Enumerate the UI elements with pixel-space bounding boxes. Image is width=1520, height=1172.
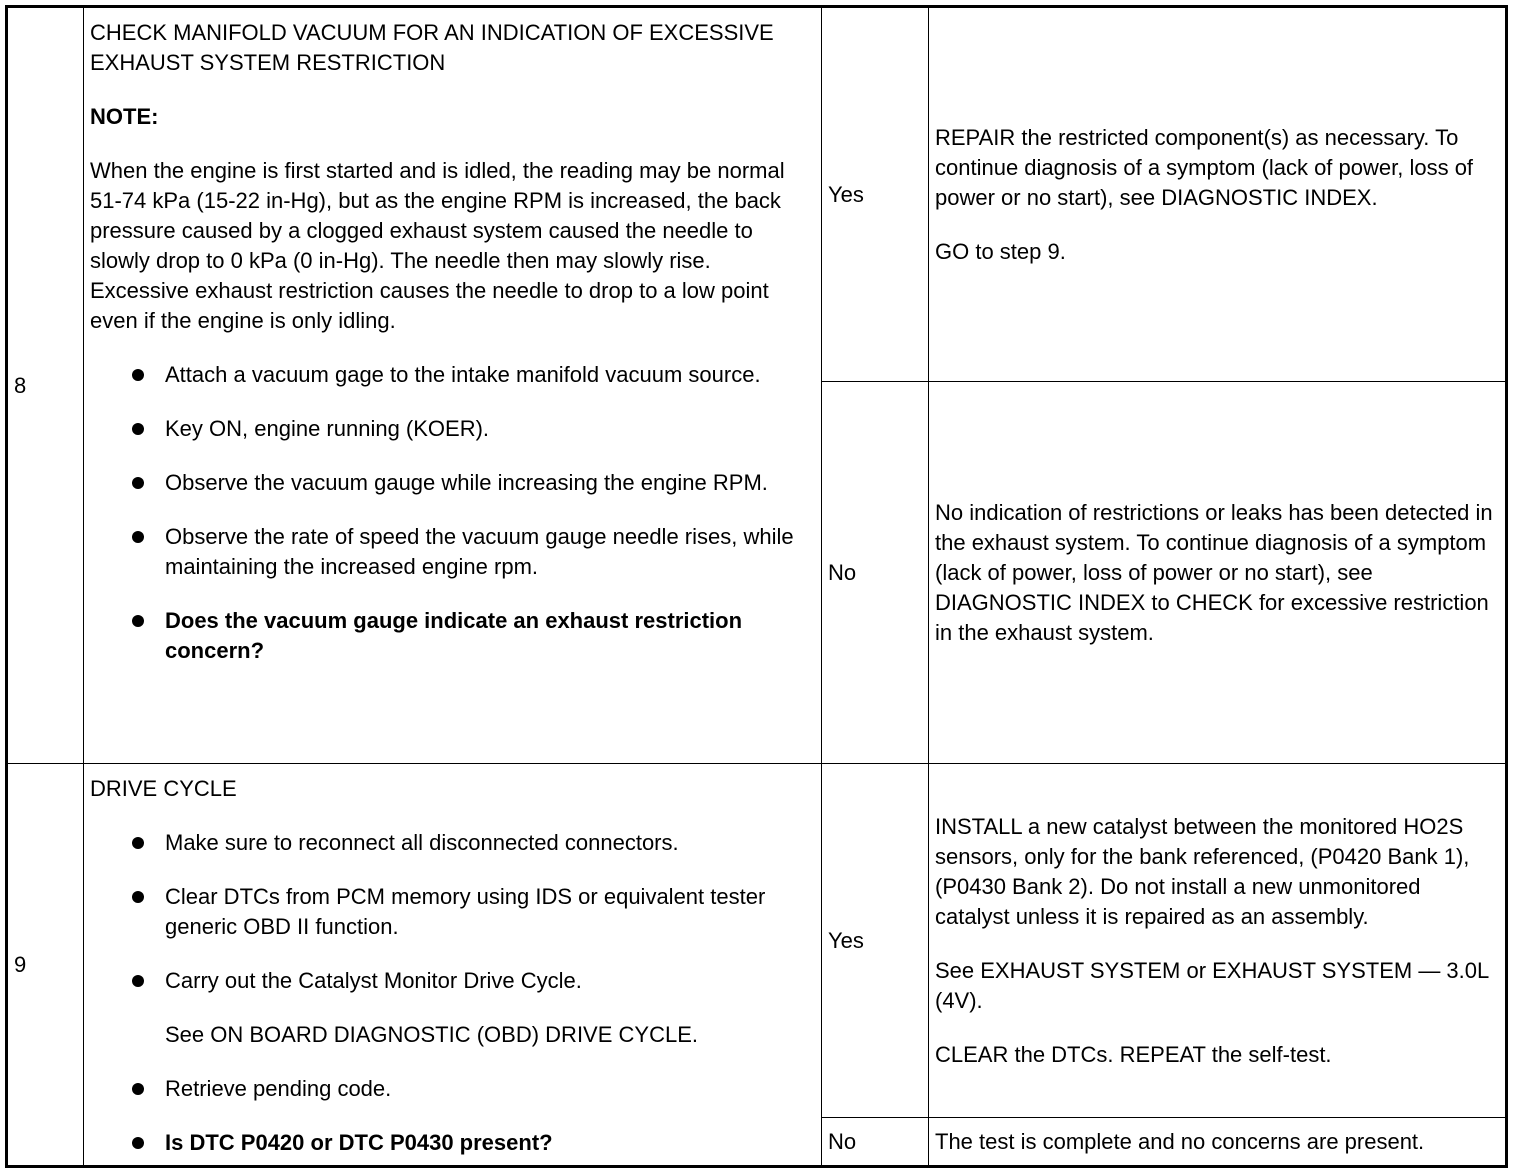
bullet-icon (132, 1083, 144, 1095)
step-title: CHECK MANIFOLD VACUUM FOR AN INDICATION OF EXCESSIVE EXHAUST SYSTEM RESTRICTION (90, 20, 774, 75)
bullet-icon (132, 531, 144, 543)
result-no-label: No (822, 1118, 929, 1167)
list-item: Attach a vacuum gage to the intake manifold vacuum source. (90, 360, 813, 390)
list-item: Key ON, engine running (KOER). (90, 414, 813, 444)
action-list (90, 360, 813, 666)
list-item: Clear DTCs from PCM memory using IDS or equivalent tester generic OBD II function. (90, 882, 813, 942)
bullet-icon (132, 423, 144, 435)
step-number: 9 (7, 764, 84, 1167)
step-action (84, 764, 822, 1167)
result-no-text: No indication of restrictions or leaks has been detected in the exhaust system. To continue diagnosis of a symptom (lack of power, loss of power or no start), see DIAGNOSTIC INDEX to CHECK for excessive restriction in the exhaust system. (929, 382, 1507, 764)
bullet-icon (132, 891, 144, 903)
list-item: Observe the rate of speed the vacuum gauge needle rises, while maintaining the increased engine rpm. (90, 522, 813, 582)
list-item: Retrieve pending code. (90, 1074, 813, 1104)
diagnostic-table (5, 5, 1508, 1168)
result-yes-label: Yes (822, 7, 929, 382)
step-9-yes-row (7, 764, 1507, 1118)
goto-step: GO to step 9. (935, 238, 1066, 264)
bullet-icon (132, 369, 144, 381)
bullet-icon (132, 1137, 144, 1149)
result-no-text: The test is complete and no concerns are present. (929, 1118, 1507, 1167)
result-yes-text: INSTALL a new catalyst between the monitored HO2S sensors, only for the bank referenced, (P0420 Bank 1), (P0430 Bank 2). Do not install a new unmonitored catalyst unless it is repaired as an assembly. See EXHAUST SYSTEM or EXHAUST SYSTEM — 3.0L (4V). CLEAR the DTCs. REPEAT the self-test. (929, 764, 1507, 1118)
note-text: When the engine is first started and is idled, the reading may be normal 51-74 kPa (15-22 in-Hg), but as the engine RPM is increased, the back pressure caused by a clogged exhaust system caused the needle to slowly drop to 0 kPa (0 in-Hg). The needle then may slowly rise. Excessive exhaust restriction causes the needle to drop to a low point even if the engine is only idling. (90, 158, 785, 333)
bullet-icon (132, 837, 144, 849)
list-item: Make sure to reconnect all disconnected connectors. (90, 828, 813, 858)
step-title: DRIVE CYCLE (90, 776, 237, 801)
sub-note: See ON BOARD DIAGNOSTIC (OBD) DRIVE CYCLE. (165, 1022, 698, 1047)
result-yes-text: REPAIR the restricted component(s) as necessary. To continue diagnosis of a symptom (lack of power, loss of power or no start), see DIAGNOSTIC INDEX. GO to step 9. (929, 7, 1507, 382)
action-list (90, 1074, 813, 1158)
step-number: 8 (7, 7, 84, 764)
bullet-icon (132, 477, 144, 489)
see-reference: See EXHAUST SYSTEM or EXHAUST SYSTEM — 3.0L (4V). (935, 957, 1489, 1013)
question-item: Does the vacuum gauge indicate an exhaust restriction concern? (90, 606, 813, 666)
bullet-icon (132, 615, 144, 627)
action-list (90, 828, 813, 996)
question-item: Is DTC P0420 or DTC P0430 present? (90, 1128, 813, 1158)
step-8-yes-row (7, 7, 1507, 382)
bullet-icon (132, 975, 144, 987)
list-item: Carry out the Catalyst Monitor Drive Cycle. (90, 966, 813, 996)
clear-dtcs: CLEAR the DTCs. REPEAT the self-test. (935, 1041, 1332, 1067)
result-no-label: No (822, 382, 929, 764)
note-label: NOTE: (90, 104, 159, 129)
result-yes-label: Yes (822, 764, 929, 1118)
step-action (84, 7, 822, 764)
list-item: Observe the vacuum gauge while increasing the engine RPM. (90, 468, 813, 498)
